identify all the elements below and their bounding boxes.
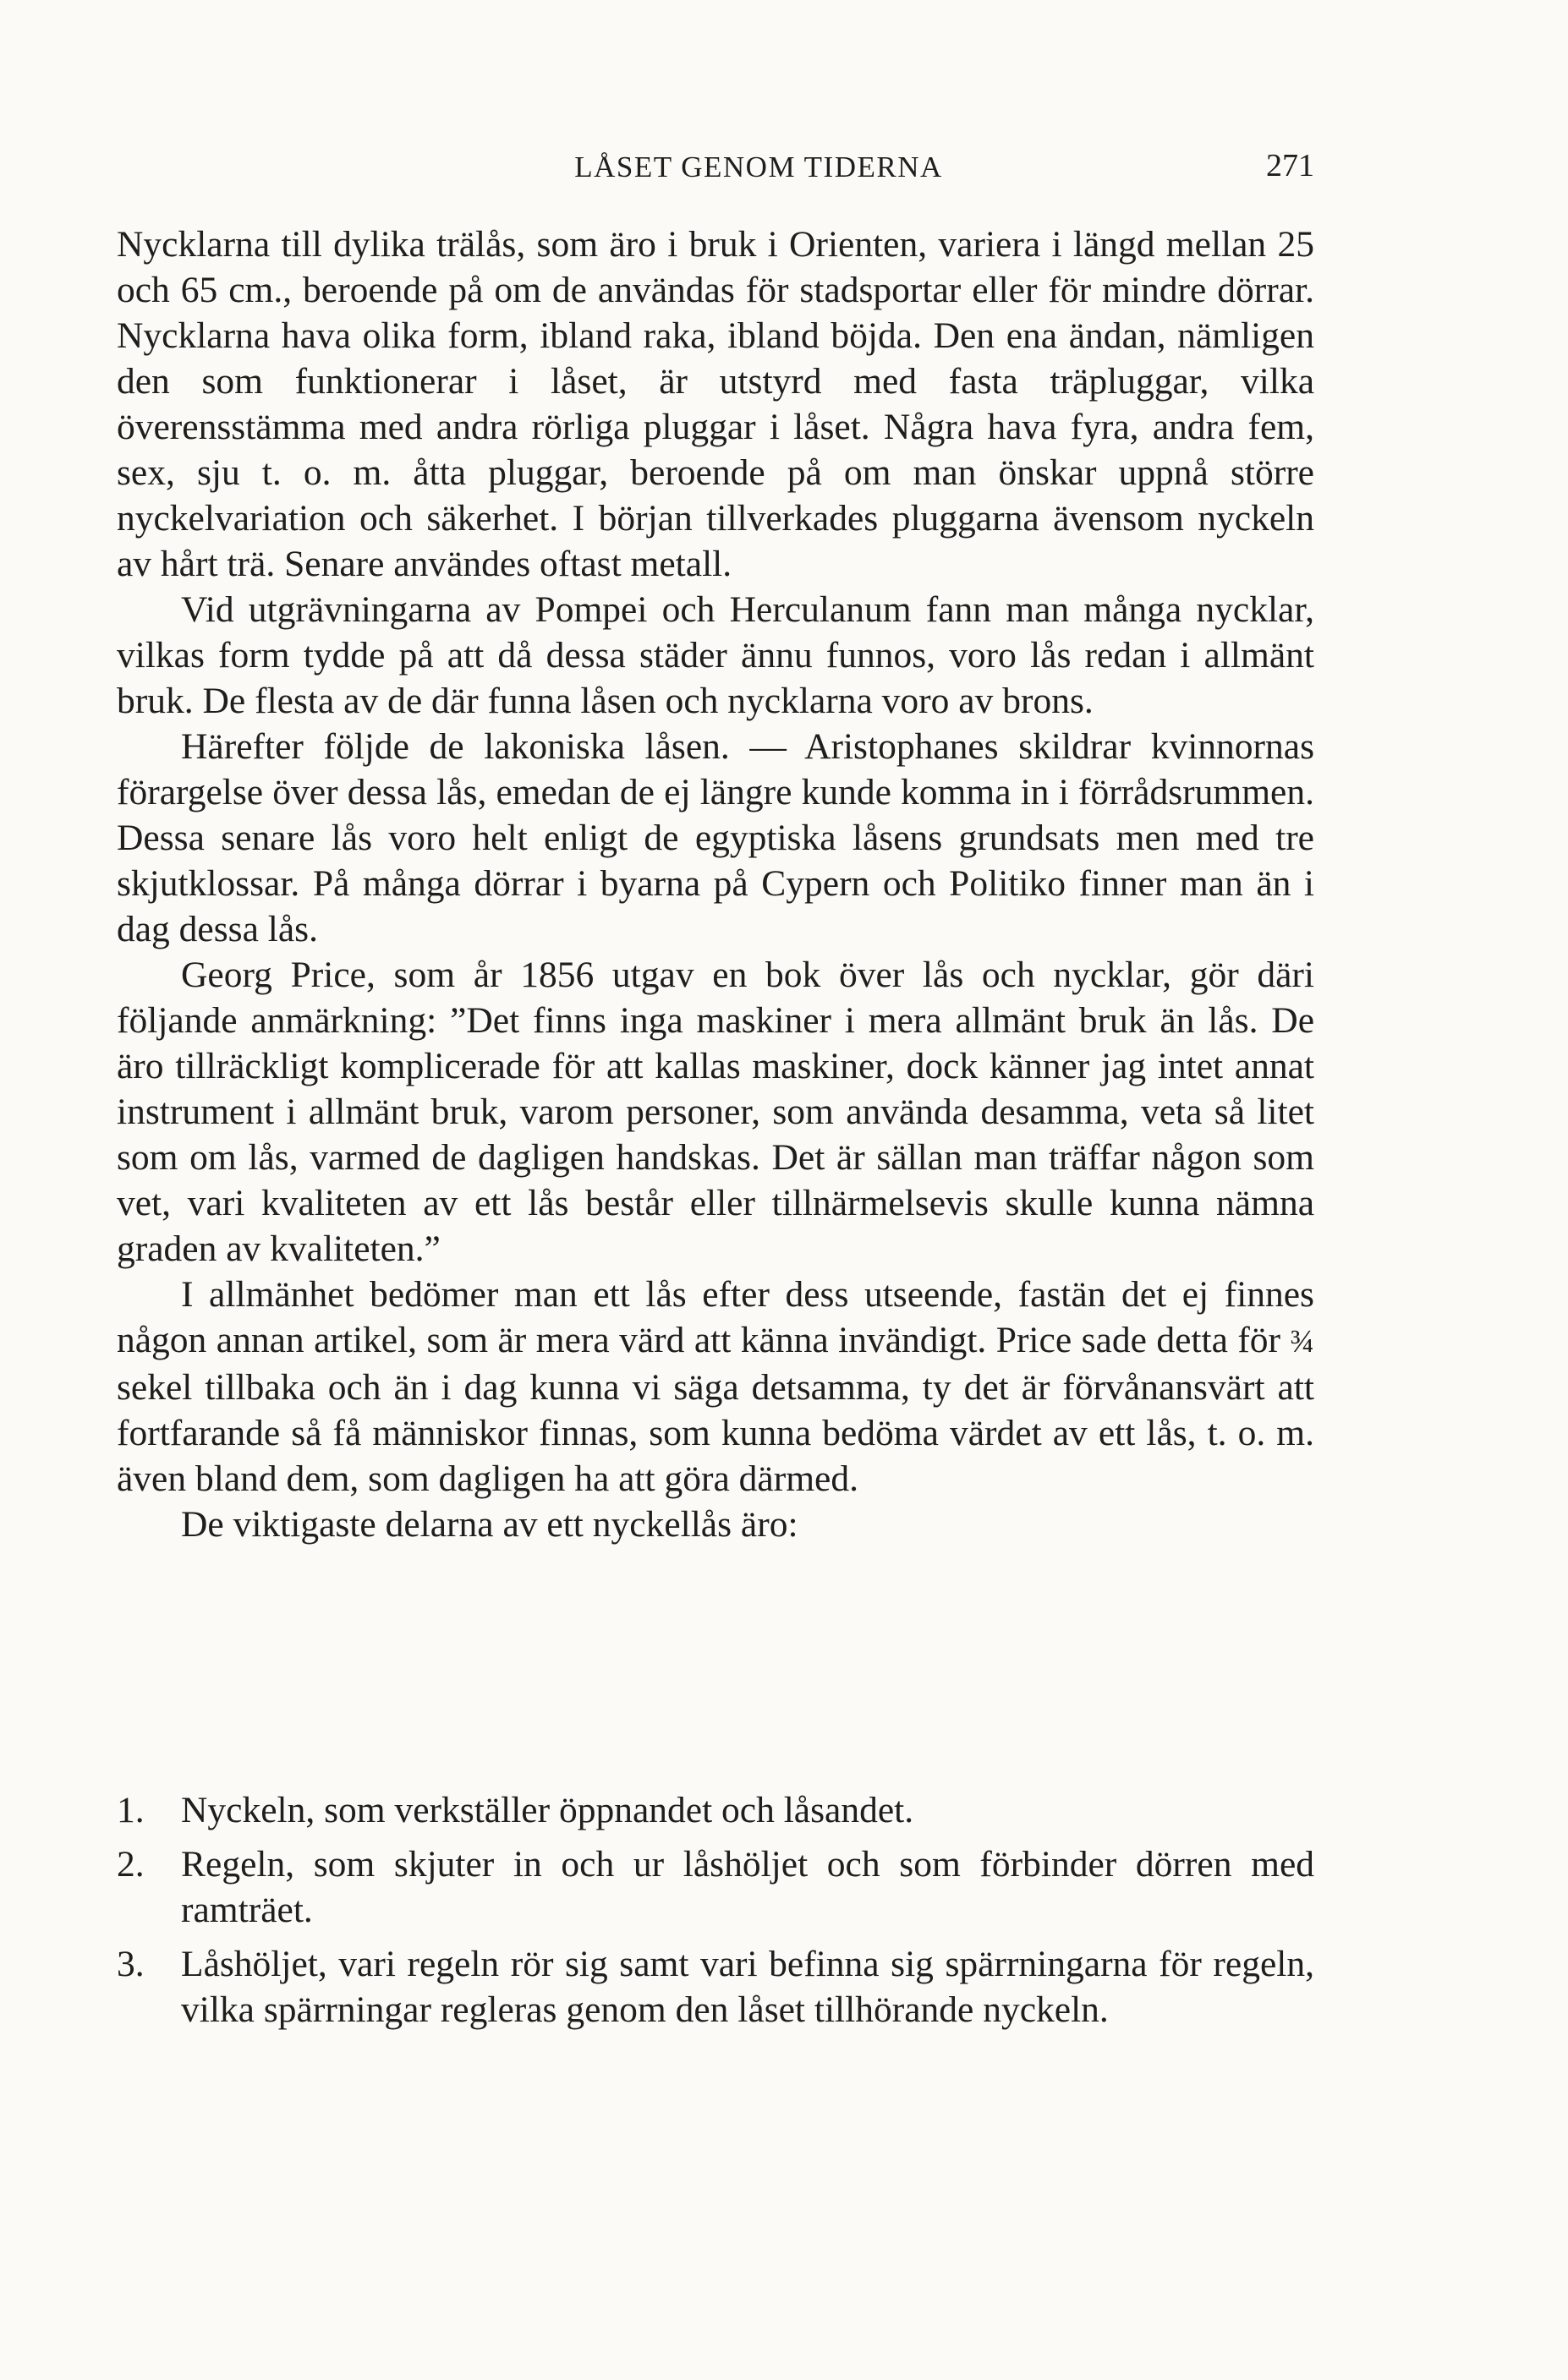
paragraph: Nycklarna till dylika trälås, som äro i bruk i Orienten, variera i längd mellan 25 och 65 cm., beroende på om de användas för stadsportar eller för mindre dörrar. Nycklarna hava olika form, ibland raka, ibland böjda. Den ena ändan, nämligen den som funktionerar i låset, är utstyrd med fasta träpluggar, vilka överensstämma med andra rörliga pluggar i låset. Några hava fyra, andra fem, sex, sju t. o. m. åtta pluggar, beroende på om man önskar uppnå större nyckelvariation och säkerhet. I början tillverkades pluggarna ävensom nyckeln av hårt trä. Senare användes oftast metall. <box>117 224 1314 584</box>
body-text <box>117 222 1314 1547</box>
paragraph-text: I allmänhet bedömer man ett lås efter dess utseende, fastän det ej finnes någon annan artikel, som är mera värd att känna invändigt. Price sade detta för <box>117 1274 1314 1360</box>
page-number: 271 <box>1266 148 1314 183</box>
paragraph <box>117 1272 1314 1502</box>
page-header <box>0 150 1568 201</box>
paragraph: De viktigaste delarna av ett nyckellås äro: <box>181 1504 798 1545</box>
running-title: LÅSET GENOM TIDERNA <box>574 150 943 183</box>
paragraph: Härefter följde de lakoniska låsen. — Aristophanes skildrar kvinnornas förargelse över dessa lås, emedan de ej längre kunde komma in i förrådsrummen. Dessa senare lås voro helt enligt de egyptiska låsens grundsats men med tre skjutklossar. På många dörrar i byarna på Cypern och Politiko finner man än i dag dessa lås. <box>117 726 1314 949</box>
paragraph: Georg Price, som år 1856 utgav en bok över lås och nycklar, gör däri följande anmärkning: ”Det finns inga maskiner i mera allmänt bruk än lås. De äro tillräckligt komplicerade för att kallas maskiner, dock känner jag intet annat instrument i allmänt bruk, varom personer, som använda desamma, veta så litet som om lås, varmed de dagligen handskas. Det är sällan man träffar någon som vet, vari kvaliteten av ett lås består eller tillnärmelsevis skulle kunna nämna graden av kvaliteten.” <box>117 955 1314 1269</box>
fraction: ¾ <box>1290 1324 1314 1360</box>
list-text: Regeln, som skjuter in och ur låshöljet och som förbinder dörren med ramträet. <box>181 1844 1314 1930</box>
list-item <box>117 1841 1314 1933</box>
list-text: Låshöljet, vari regeln rör sig samt vari befinna sig spärrningarna för regeln, vilka spärrningar regleras genom den låset tillhörande nyckeln. <box>181 1944 1314 2030</box>
list-number: 2. <box>117 1844 145 1885</box>
list-text: Nyckeln, som verkställer öppnandet och låsandet. <box>181 1790 914 1830</box>
list-item <box>117 1941 1314 2033</box>
paragraph: Vid utgrävningarna av Pompei och Herculanum fann man många nycklar, vilkas form tydde på att då dessa städer ännu funnos, voro lås redan i allmänt bruk. De flesta av de där funna låsen och nycklarna voro av brons. <box>117 589 1314 721</box>
numbered-list <box>117 1787 1314 2041</box>
paragraph-text: sekel tillbaka och än i dag kunna vi säga detsamma, ty det är förvånansvärt att fortfarande så få människor finnas, som kunna bedöma värdet av ett lås, t. o. m. även bland dem, som dagligen ha att göra därmed. <box>117 1367 1314 1499</box>
list-number: 1. <box>117 1790 145 1830</box>
list-item <box>117 1787 1314 1833</box>
list-number: 3. <box>117 1944 145 1984</box>
